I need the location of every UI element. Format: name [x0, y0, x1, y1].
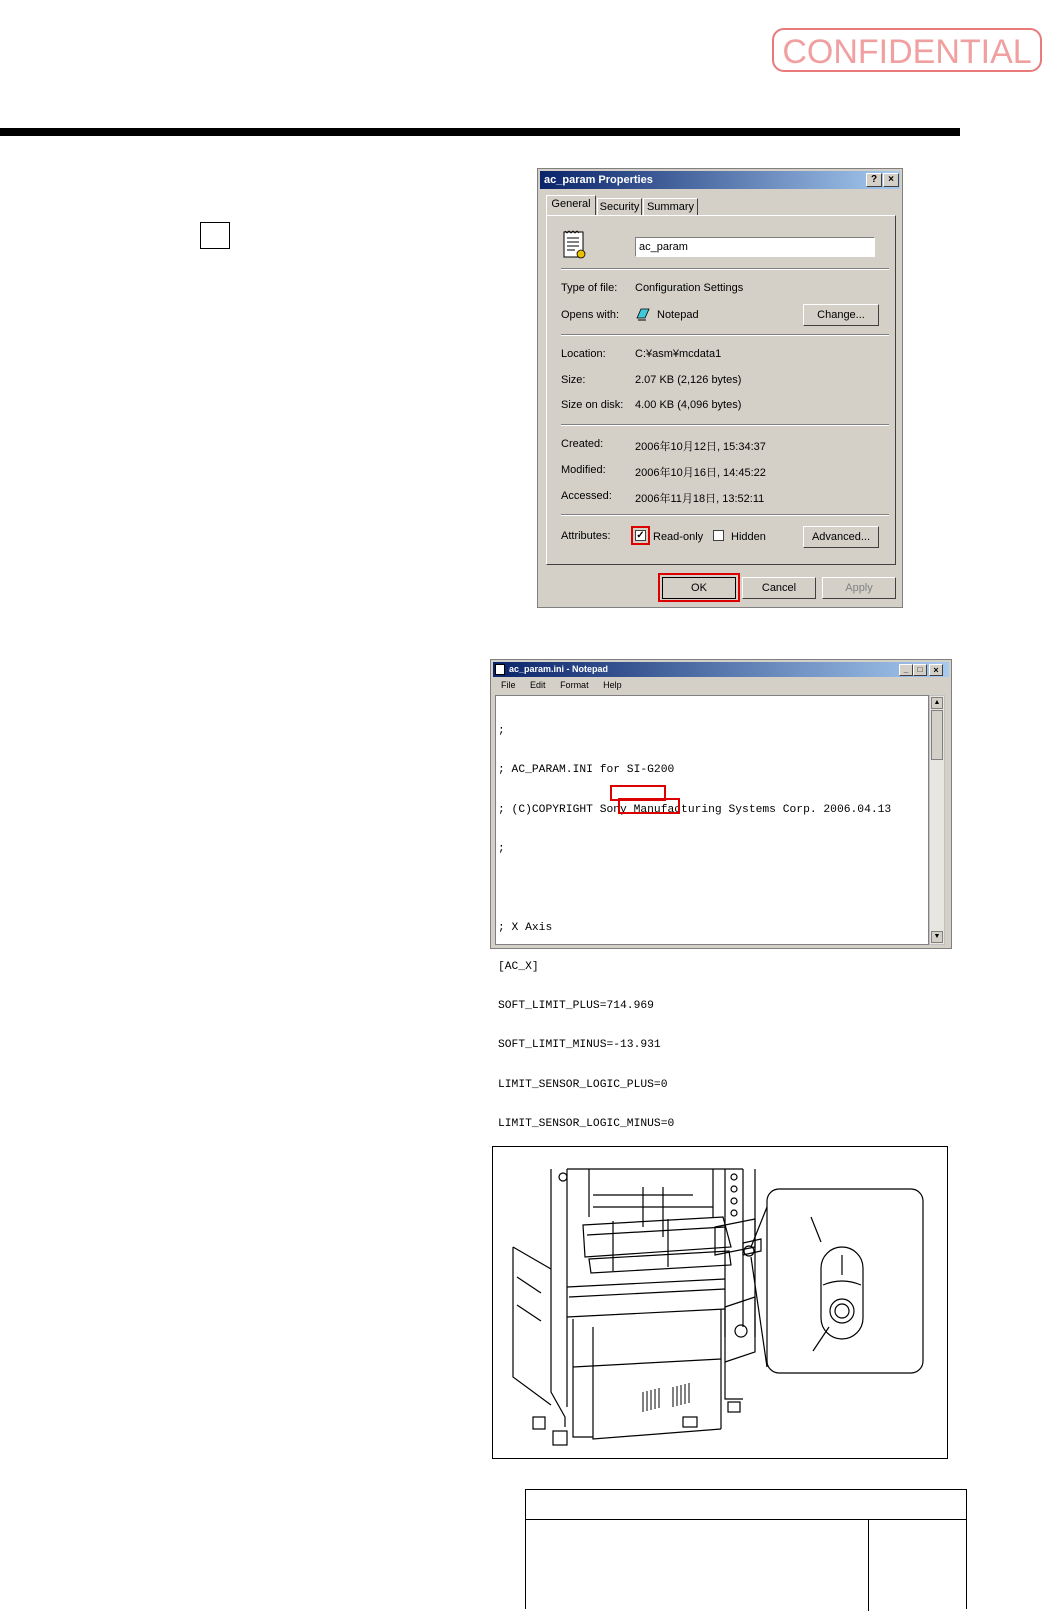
notepad-title: ac_param.ini - Notepad: [509, 664, 609, 674]
size-on-disk-value: 4.00 KB (4,096 bytes): [635, 399, 742, 411]
menu-help[interactable]: Help: [603, 680, 622, 690]
help-button[interactable]: ?: [866, 173, 882, 187]
created-value: 2006年10月12日, 15:34:37: [635, 441, 766, 453]
text-line: SOFT_LIMIT_PLUS=714.969: [498, 1000, 654, 1013]
size-on-disk-label: Size on disk:: [561, 399, 624, 411]
scroll-down-icon[interactable]: ▼: [931, 931, 943, 943]
general-tab-panel: [546, 215, 896, 565]
bottom-table: [525, 1489, 967, 1609]
tab-general[interactable]: General: [546, 195, 596, 216]
divider: [561, 514, 889, 516]
opens-with-label: Opens with:: [561, 309, 620, 321]
soft-limit-minus-highlight: [618, 798, 680, 814]
size-value: 2.07 KB (2,126 bytes): [635, 374, 742, 386]
change-button[interactable]: Change...: [803, 304, 879, 326]
text-line: [498, 882, 928, 895]
divider: [561, 424, 889, 426]
blank-key-box: [200, 222, 230, 249]
apply-button[interactable]: Apply: [822, 577, 896, 599]
divider: [561, 268, 889, 270]
location-value: C:¥asm¥mcdata1: [635, 348, 722, 360]
readonly-checkbox[interactable]: ✓: [636, 530, 645, 541]
scroll-thumb[interactable]: [931, 710, 943, 760]
text-line: ; X Axis: [498, 921, 553, 934]
modified-value: 2006年10月16日, 14:45:22: [635, 467, 766, 479]
confidential-stamp: CONFIDENTIAL: [772, 28, 1042, 72]
properties-dialog: [537, 168, 903, 608]
maximize-icon[interactable]: □: [913, 664, 927, 676]
type-value: Configuration Settings: [635, 282, 744, 294]
notepad-window: [490, 659, 952, 1130]
text-line: ; (C)COPYRIGHT Sony Manufacturing Systems Corp. 2006.04.13: [498, 803, 892, 816]
tab-summary[interactable]: Summary: [643, 198, 698, 216]
dialog-titlebar: [540, 171, 900, 189]
notepad-app-icon: [495, 664, 505, 675]
attributes-label: Attributes:: [561, 530, 611, 542]
accessed-label: Accessed:: [561, 490, 612, 502]
advanced-button[interactable]: Advanced...: [803, 526, 879, 548]
table-header-rule: [526, 1519, 966, 1520]
file-name-field[interactable]: ac_param: [635, 237, 875, 257]
machine-drawing: [493, 1147, 947, 1458]
tab-security[interactable]: Security: [597, 198, 642, 216]
config-file-icon: [563, 230, 587, 260]
text-line: LIMIT_SENSOR_LOGIC_PLUS=0: [498, 1078, 668, 1091]
notepad-text-area[interactable]: [495, 695, 929, 1130]
vertical-scrollbar[interactable]: [929, 695, 945, 945]
text-line: ;: [498, 843, 505, 856]
text-line: ; AC_PARAM.INI for SI-G200: [498, 764, 675, 777]
cancel-button[interactable]: Cancel: [742, 577, 816, 599]
opens-with-value: Notepad: [657, 309, 699, 321]
notepad-icon: [635, 306, 651, 322]
text-line: LIMIT_SENSOR_LOGIC_MINUS=0: [498, 1118, 675, 1130]
menu-format[interactable]: Format: [560, 680, 589, 690]
location-label: Location:: [561, 348, 606, 360]
dialog-title: ac_param Properties: [544, 174, 653, 186]
notepad-titlebar: [493, 662, 949, 677]
notepad-menubar: [493, 677, 949, 693]
scroll-up-icon[interactable]: ▲: [931, 697, 943, 709]
hidden-checkbox[interactable]: [713, 530, 724, 541]
size-label: Size:: [561, 374, 586, 386]
machine-illustration: [492, 1146, 948, 1459]
menu-edit[interactable]: Edit: [530, 680, 546, 690]
readonly-label: Read-only: [653, 531, 704, 543]
text-line: ;: [498, 725, 505, 738]
close-icon[interactable]: ×: [929, 664, 943, 676]
menu-file[interactable]: File: [501, 680, 516, 690]
ok-button[interactable]: OK: [662, 577, 736, 599]
created-label: Created:: [561, 438, 604, 450]
type-label: Type of file:: [561, 282, 618, 294]
text-line: SOFT_LIMIT_MINUS=-13.931: [498, 1039, 661, 1052]
hidden-label: Hidden: [731, 531, 766, 543]
modified-label: Modified:: [561, 464, 606, 476]
table-column-rule: [868, 1519, 869, 1611]
accessed-value: 2006年11月18日, 13:52:11: [635, 493, 765, 505]
text-line: [AC_X]: [498, 960, 539, 973]
minimize-icon[interactable]: _: [899, 664, 913, 676]
close-button[interactable]: ×: [883, 173, 899, 187]
header-rule: [0, 128, 960, 136]
divider: [561, 334, 889, 336]
